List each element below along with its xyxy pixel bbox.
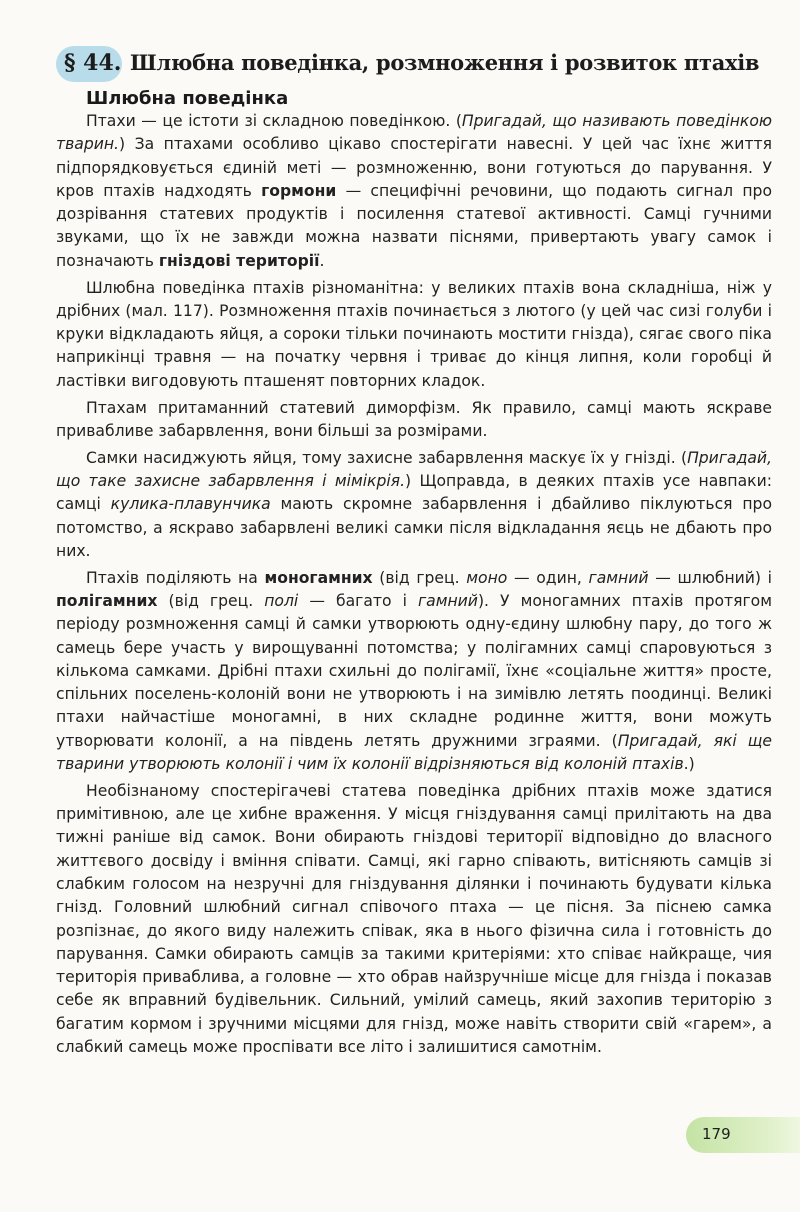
paragraph [56, 567, 772, 777]
text-run: Птахам притаманний статевий диморфізм. Як правило, самці мають яскраве привабливе забарвлення, вони більші за розмірами. [56, 398, 772, 440]
italic-text: Пригадай, які ще тварини утворюють колонії і чим їх колонії відрізняються від колоній птахів [56, 731, 772, 774]
italic-text: моно [466, 568, 508, 587]
text-run: (від грец. [157, 591, 265, 610]
text-run: Птахів поділяють на [86, 568, 265, 587]
section-number: § 44. [64, 50, 122, 76]
paragraph [56, 397, 772, 444]
section-title: Шлюбна поведінка, розмноження і розвиток птахів [130, 50, 760, 75]
text-run: . [319, 251, 325, 270]
text-run: — багато і [298, 591, 418, 610]
paragraph [56, 277, 772, 393]
italic-text: Пригадай, що називають поведінкою тварин. [56, 112, 772, 154]
bold-term: гормони [261, 181, 337, 200]
text-run: — шлюбний) і [648, 568, 772, 587]
bold-term: гніздові території [158, 251, 320, 270]
italic-text: гамний [588, 568, 649, 587]
text-run: .) [683, 755, 695, 774]
paragraph [56, 447, 772, 563]
text-run: Самки насиджують яйця, тому захисне забарвлення маскує їх у гнізді. ( [86, 448, 688, 467]
text-run: мають скромне забарвлення і дбайливо піклуються про потомство, а яскраво забарвлені великі самки після відкладання яєць не дбають про них. [56, 495, 772, 560]
italic-text: гамний [417, 591, 478, 610]
text-run: Необізнаному спостерігачеві статева поведінка дрібних птахів може здатися примітивною, але це хибне враження. У місця гніздування самці прилітають на два тижні раніше від самок. Вони обирають гніздові території відповідно до власного життєвого досвіду і вміння співати. Самці, які гарно співають, витісняють самців зі слабким голосом на незручні для гніздування ділянки і починають будувати кілька гнізд. Головний шлюбний сигнал співочого птаха — це пісня. За піснею самка розпізнає, до якого виду належить співак, яка в нього фізична сила і готовність до парування. Самки обирають самців за такими критеріями: хто співає найкраще, чия територія приваблива, а головне — хто обрав найзручніше місце для гнізда і показав себе як вправний будівельник. Сильний, умілий самець, який захопив територію з багатим кормом і зручними місцями для гнізд, може навіть створити свій «гарем», а слабкий самець може проспівати все літо і залишитися самотнім. [56, 781, 772, 1057]
bold-term: моногамних [264, 568, 373, 587]
text-run: ) За птахами особливо цікаво спостерігати навесні. У цей час їхнє життя підпорядковується єдиній меті — розмноженню, вони готуються до парування. У кров птахів надходять [56, 135, 772, 200]
section-heading [56, 44, 796, 86]
text-run: — специфічні речовини, що подають сигнал про дозрівання статевих продуктів і посилення статевої активності. Самці гучними звуками, що їх не завжди можна назвати піснями, привертають увагу самок і позначають [56, 181, 772, 270]
italic-text: Пригадай, що таке захисне забарвлення і мімікрія. [56, 448, 772, 490]
italic-text: полі [264, 591, 299, 610]
italic-text: кулика-плавунчика [110, 495, 271, 514]
page-number-tab [686, 1117, 800, 1153]
text-run: ) Щоправда, в деяких птахів усе навпаки: самці [56, 471, 772, 514]
body-text [56, 110, 772, 1063]
text-run: ). У моногамних птахів протягом періоду розмноження самці й самки утворюють одну-єдину шлюбну пару, до того ж самець бере участь у вирощуванні потомства; у полігамних самці спаровуються з кількома самками. Дрібні птахи схильні до полігамії, їхнє «соціальне життя» просте, спільних поселень-колоній вони не утворюють і на зимівлю летять поодинці. Великі птахи найчастіше моногамні, в них складне родинне життя, вони можуть утворювати колонії, а на південь летять дружними зграями. ( [56, 591, 772, 750]
text-run: (від грец. [372, 568, 467, 587]
text-run: Шлюбна поведінка птахів різноманітна: у великих птахів вона складніша, ніж у дрібних (мал. 117). Розмноження птахів починається з лютого (у цей час сизі голуби і круки відкладають яйця, а сороки тільки починають мостити гнізда), сягає свого піка наприкінці травня — на початку червня і триває до кінця липня, коли горобці й ластівки вигодовують пташенят повторних кладок. [56, 278, 772, 390]
paragraph [56, 780, 772, 1060]
text-run: Птахи — це істоти зі складною поведінкою. ( [86, 112, 462, 130]
subsection-title: Шлюбна поведінка [86, 88, 289, 109]
page-number: 179 [702, 1125, 731, 1143]
text-run: — один, [507, 568, 589, 587]
bold-term: полігамних [56, 591, 158, 610]
paragraph [56, 110, 772, 273]
